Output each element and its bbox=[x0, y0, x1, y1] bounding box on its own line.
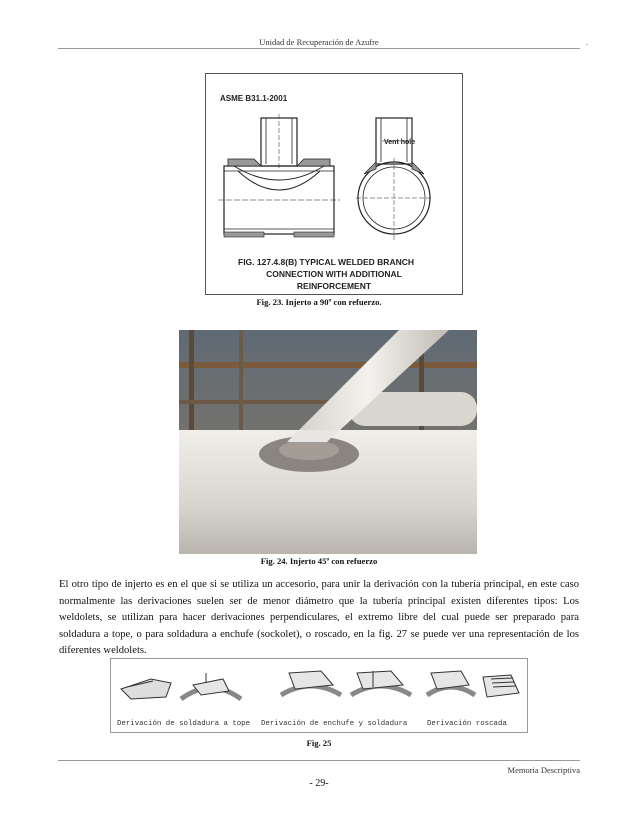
figure-25-caption: Fig. 25 bbox=[306, 738, 332, 748]
drawing-caption-line1: FIG. 127.4.8(B) TYPICAL WELDED BRANCH bbox=[238, 257, 415, 267]
figure-25-drawing bbox=[110, 658, 528, 733]
footer-rule bbox=[58, 760, 580, 761]
drawing-caption-line2: CONNECTION WITH ADDITIONAL bbox=[266, 269, 402, 279]
weldolets-drawing bbox=[111, 659, 527, 732]
header-title: Unidad de Recuperación de Azufre bbox=[259, 37, 379, 47]
drawing-caption-line3: REINFORCEMENT bbox=[296, 281, 372, 291]
vent-hole-label: Vent hole bbox=[384, 139, 416, 146]
figure-23-caption: Fig. 23. Injerto a 90º con refuerzo. bbox=[256, 297, 382, 307]
figure-24-photo bbox=[179, 330, 477, 554]
standard-label: ASME B31.1-2001 bbox=[220, 94, 288, 103]
header-dot: . bbox=[586, 38, 588, 47]
figure-23-drawing bbox=[205, 73, 463, 295]
page-number: - 29- bbox=[309, 778, 329, 789]
welded-branch-photo bbox=[179, 330, 477, 554]
figure-24-caption: Fig. 24. Injerto 45º con refuerzo bbox=[260, 556, 378, 566]
footer-section-title: Memoria Descriptiva bbox=[507, 765, 580, 775]
label-threaded: Derivación roscada bbox=[427, 720, 507, 728]
header-rule bbox=[58, 48, 580, 49]
label-socket-weld: Derivación de enchufe y soldadura bbox=[261, 720, 408, 728]
label-butt-weld: Derivación de soldadura a tope bbox=[117, 720, 251, 728]
branch-connection-drawing bbox=[206, 74, 462, 294]
body-paragraph: El otro tipo de injerto es en el que si se utiliza un accesorio, para unir la derivación con la tubería principal, en este caso normalmente las derivaciones suelen ser de menor diámetro que la tubería principal existen diferentes tipos: Los weldolets, se utilizan para hacer derivaciones perpendiculares, el extremo libre del cual puede ser preparado para soldadura a tope, o para soldadura a enchufe (sockolet), o roscado, en la fig. 27 se puede ver una representación de los diferentes weldolets. bbox=[59, 579, 579, 656]
